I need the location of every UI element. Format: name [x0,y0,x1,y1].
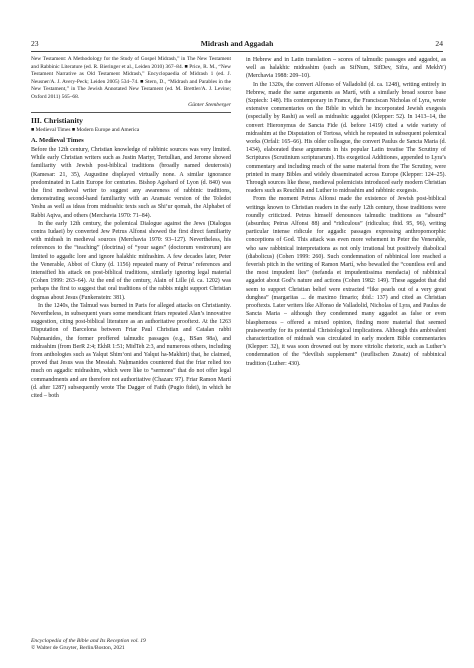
footer-publication: Encyclopedia of the Bible and Its Reception vol. 19 [31,638,146,644]
section-cross-references: ■ Medieval Times ■ Modern Europe and America [31,127,140,133]
bibliography-text: New Testament: A Methodology for the Study of Gospel Midrash,” in The New Testament and Rabbinic Literature (ed. R. Bieringer et al., Leiden 2010) 367–84. ■ Price, R. M., “New Testament Narrative as Old Testament Midrash,” Encyclopaedia of Midrash 1 (ed. J. Neusner/A. J. Avery-Peck; Leiden 2005) 534–74. ■ Stern, D., “Midrash and Parables in the New Testament,” in The Jewish Annotated New Testament (ed. M. Brettler/A. J. Levine; Oxford 2011) 565–68. [31,56,231,100]
right-column [246,56,446,368]
left-column [31,56,231,400]
author-signature: Günter Stemberger [188,102,231,108]
body-paragraph: In the 1240s, the Talmud was burned in Paris for alleged attacks on Christianity. Nevertheless, in subsequent years some mendicant friars repeated Alan’s innovative suggestion, citing post-biblical literature as an authoritative prooftext. At the 1263 Disputation of Barcelona between Friar Paul Christian and Catalan rabbi Naḥmanides, the former proffered talmudic passages (e.g., BSan 98a), and midrashim (from BerR 2:4; EkhR 1:51; MidTeh 2:3, and numerous others, including from anthologies such as Yalqut Shim‘oni and Yalqut ha-Makhiri) that, he claimed, proved that Jesus was the Messiah. Naḥmanides countered that the friar relied too much on aggadic midrashim, which were like to “sermons” that do not offer legal commandments and are therefore not authoritative (Chazan: 97). Friar Ramon Martí (d. after 1287) subsequently wrote The Dagger of Faith (Pugio fidei), in which he cited – both [31,302,231,400]
footer-copyright: © Walter de Gruyter, Berlin/Boston, 2021 [31,645,125,652]
body-paragraph: Before the 12th century, Christian knowledge of rabbinic sources was very limited. While early Christian writers such as Justin Martyr, Tertullian, and Jerome showed familiarity with Jewish post-biblical traditions (broadly named deuterosis) (Kamesar: 21, 35), Augustine displayed virtually none. A similar ignorance predominated in Latin Europe for centuries. Bishop Agobard of Lyon (d. 840) was the first medieval writer to suggest any awareness of rabbinic traditions, demonstrating second-hand familiarity with an Aramaic version of the Toledot Yeshu as well as ideas from midrashic texts such as Shi‘ur qomah, the Alphabet of Rabbi Aqiva, and others (Merchavia 1970: 71–84). [31,147,231,219]
bibliography-block [31,56,231,101]
body-paragraph: In the 1320s, the convert Alfonso of Valladolid (d. ca. 1248), writing entirely in Hebrew, made the same arguments as Martí, with a similarly broad source base (Szpiech: 148). His contemporary in France, the Franciscan Nicholas of Lyra, wrote extensive commentaries on the Bible in which he incorporated Jewish exegesis (especially by Rashi) as well as midrashic aggadot (Klepper: 52). In 1413–14, the convert Hieronymus de Sancta Fide (d. before 1419) cited a wide variety of midrashim at the Disputation of Tortosa, which he repeated in subsequent polemical works (Orfali: 165–66). His older colleague, the convert Paulus de Sancta Maria (d. 1434), elaborated these arguments in his popular Latin treatise The Scrutiny of Scriptures (Scrutinium scripturarum). His exegetical Additiones, appended to Lyra’s commentary and including much of the same material from the The Scrutiny, were printed in many Bibles and widely disseminated across Europe (Klepper: 124–25). Through sources like these, medieval polemicists introduced early modern Christian readers such as Reuchlin and Luther to midrashim and rabbinic exegesis. [246,81,446,195]
running-header [31,38,443,50]
header-rule [31,51,443,52]
subsection-heading: A. Medieval Times [31,137,84,144]
body-paragraph: From the moment Petrus Alfonsi made the existence of Jewish post-biblical writings known to Christian readers in the early 12th century, those traditions were roundly criticized. Petrus himself denounces talmudic traditions as “absurd” (absurdus; Petrus Alfonsi 88) and “ridiculous” (ridiculus; ibid. 95, 96), writing particular intense ridicule for aggadic passages expressing anthropomorphic conceptions of God. This attack was even more vehement in Peter the Venerable, who saw rabbinical interpretations as not only irrational but positively diabolical (diabolicus) (Cohen 1999: 260). Such condemnation of rabbinical lore reached a feverish pitch in the writing of Ramon Martí, who bewailed the “countless evil and the most impudent lies” (nefanda et impudentissima mendacia) of rabbinical aggadot about God’s nature and actions (Cohen 1982: 149). These aggadot that did seem to support Christian belief were extracted “like pearls out of a very great dunghea” (margaritas ... de maximo fimario; ibid.: 137) and cited as Christian prooftexts. Later writers like Alfonso de Valladolid, Nicholas of Lyra, and Paulus de Sancta Maria – although they condemned many aggadot as false or even blasphemous – offered a mixed opinion, finding more material that seemed praiseworthy for its potential Christological implications. Although this ambivalent characterization of midrash was circulated in early modern Bible commentaries (Klepper: 32), it was soon drowned out by more vitriolic rhetoric, such as Luther’s condemnation of the “devilish supplement” (teuflischen Zusatz) of rabbinical tradition (Luther: 430). [246,196,446,367]
page-number-left: 23 [31,39,39,48]
body-paragraph: in Hebrew and in Latin translation – scores of talmudic passages and aggadot, as well as halakhic midrashim (such as SifNum, SifDev, Sifra, and MekhY) (Merchavia 1988: 209–10). [246,57,446,80]
section-heading: III. Christianity [31,116,83,125]
section-divider [31,112,231,113]
page-number-right: 24 [435,39,443,48]
body-paragraph: In the early 12th century, the polemical Dialogue against the Jews (Dialogus contra Iudaei) by converted Jew Petrus Alfonsi showed the first direct familiarity with midrash in medieval sources (Merchavia 1970: 93–127). Nevertheless, his references to the “teaching” (doctrina) of “your sages” (doctorum vestrorum) are limited to aggadic lore and ignore halakhic midrashim. A few decades later, Peter the Venerable, Abbot of Cluny (d. 1156) repeated many of Petrus’ references and intensified his attack on post-biblical traditions, similarly ignoring legal material (Cohen 1999: 263–64). At the end of the century, Alain of Lille (d. ca. 1202) was perhaps the first to suggest that oral traditions of the rabbis might support Christian dogmas about Jesus (Funkenstein: 381). [31,220,231,301]
running-title: Midrash and Aggadah [200,39,274,48]
page-footer [31,638,146,653]
